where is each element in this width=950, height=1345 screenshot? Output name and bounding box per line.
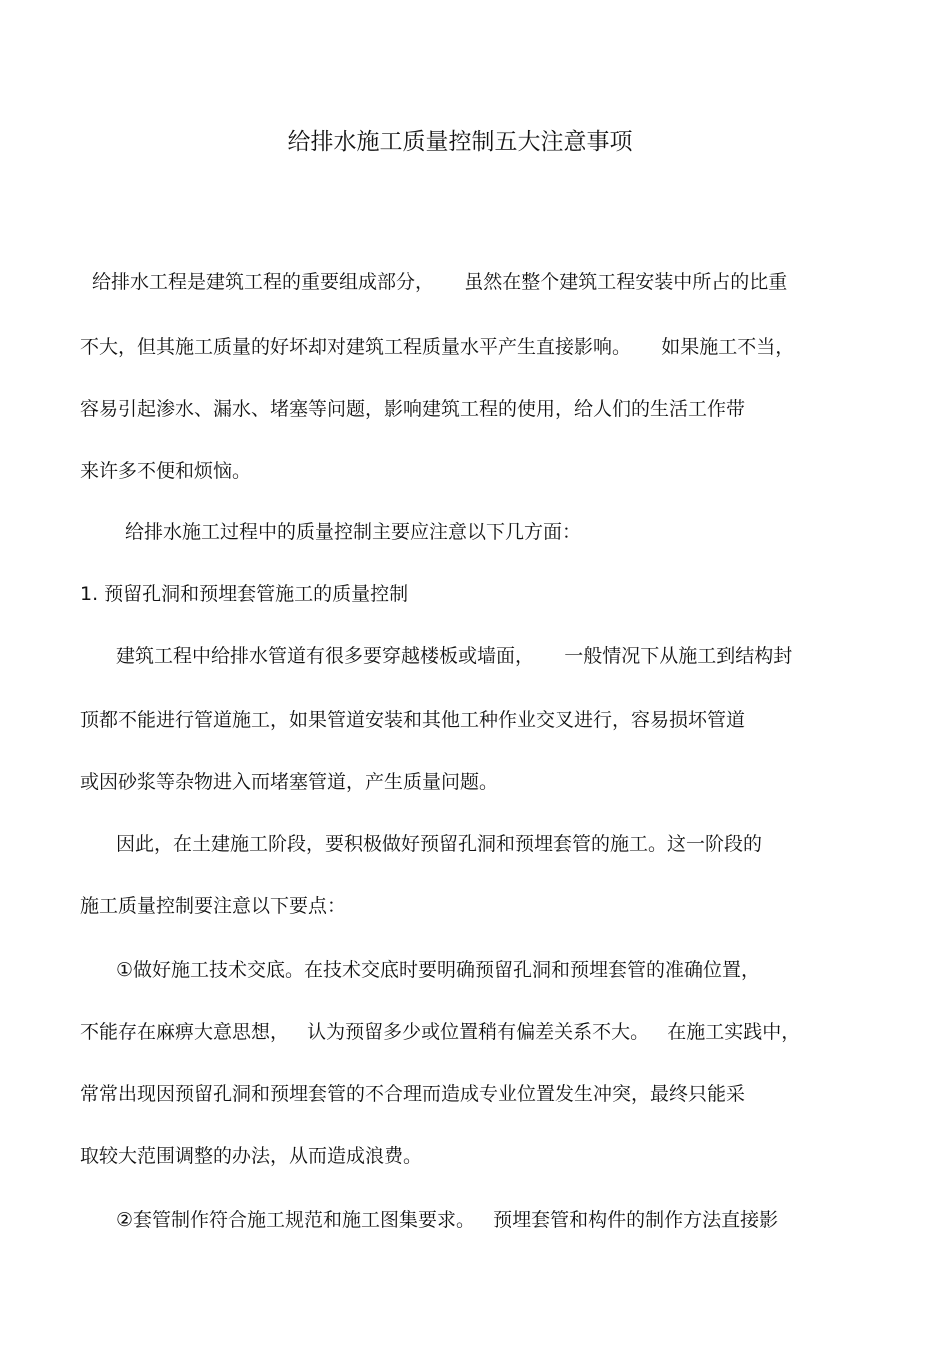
paragraph-line: 不大，但其施工质量的好坏却对建筑工程质量水平产生直接影响。 如果施工不当，: [80, 336, 795, 358]
section-heading: 1. 预留孔洞和预埋套管施工的质量控制: [80, 583, 409, 605]
paragraph-line: 不能存在麻痹大意思想， 认为预留多少或位置稍有偏差关系不大。 在施工实践中，: [80, 1021, 801, 1043]
paragraph-line: 取较大范围调整的办法，从而造成浪费。: [80, 1145, 423, 1167]
paragraph-line: ②套管制作符合施工规范和施工图集要求。 预埋套管和构件的制作方法直接影: [116, 1209, 779, 1231]
paragraph-line: 顶都不能进行管道施工，如果管道安装和其他工种作业交叉进行，容易损坏管道: [80, 709, 746, 731]
paragraph-line: 常常出现因预留孔洞和预埋套管的不合理而造成专业位置发生冲突，最终只能采: [80, 1083, 746, 1105]
paragraph-line: 来许多不便和烦恼。: [80, 460, 252, 482]
paragraph-line: 或因砂浆等杂物进入而堵塞管道，产生质量问题。: [80, 771, 499, 793]
paragraph-line: 因此，在土建施工阶段，要积极做好预留孔洞和预埋套管的施工。这一阶段的: [116, 833, 763, 855]
document-title: 给排水施工质量控制五大注意事项: [287, 129, 633, 155]
paragraph-line: 给排水施工过程中的质量控制主要应注意以下几方面：: [125, 521, 582, 543]
paragraph-line: 施工质量控制要注意以下要点：: [80, 895, 347, 917]
paragraph-line: 给排水工程是建筑工程的重要组成部分， 虽然在整个建筑工程安装中所占的比重: [92, 271, 788, 293]
paragraph-line: 容易引起渗水、漏水、堵塞等问题，影响建筑工程的使用，给人们的生活工作带: [80, 398, 746, 420]
paragraph-line: ①做好施工技术交底。在技术交底时要明确预留孔洞和预埋套管的准确位置，: [116, 959, 761, 981]
paragraph-line: 建筑工程中给排水管道有很多要穿越楼板或墙面， 一般情况下从施工到结构封: [116, 645, 793, 667]
